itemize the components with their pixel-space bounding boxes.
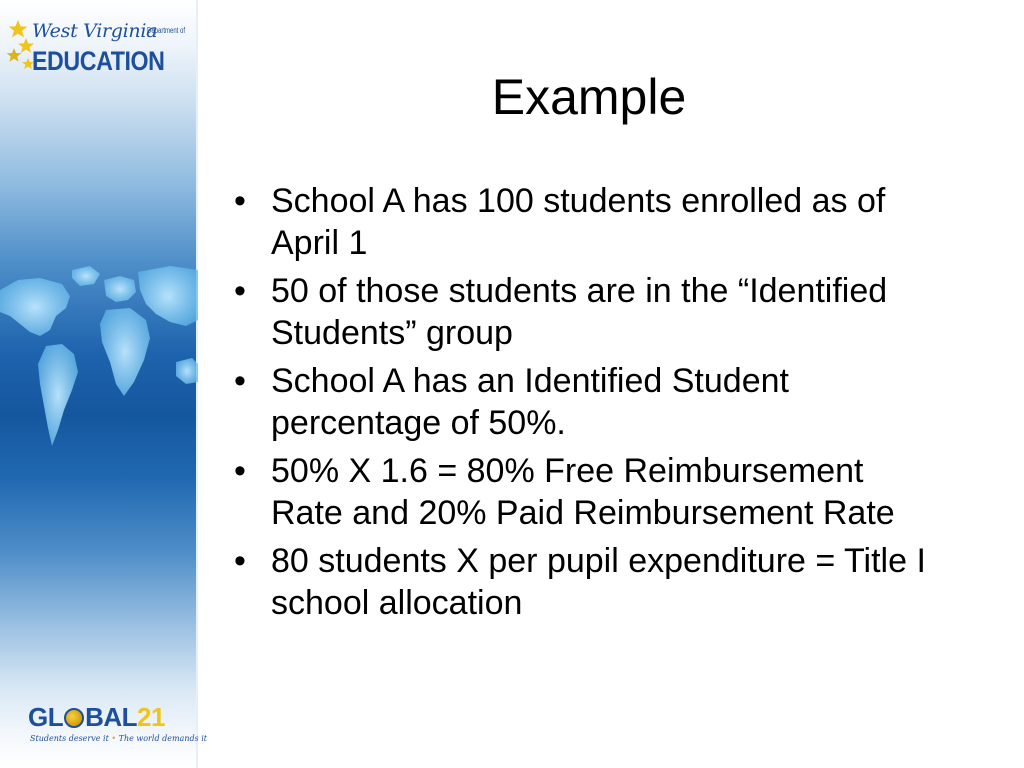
global21-tagline (30, 734, 207, 743)
bullet-item (230, 270, 931, 354)
bullet-dot: • (234, 182, 246, 220)
wv-logo-script-text: West Virginia (32, 20, 158, 42)
bullet-text: School A has an Identified Student percentage of 50%. (271, 362, 789, 442)
tagline-separator: • (111, 734, 117, 743)
bullet-text: School A has 100 students enrolled as of April 1 (271, 182, 886, 262)
global21-wordmark (28, 702, 165, 733)
global21-word-right: BAL (85, 702, 138, 732)
bullet-list (230, 180, 950, 630)
bullet-text: 50 of those students are in the “Identified Students” group (271, 272, 888, 352)
world-map-graphic (0, 250, 198, 480)
bullet-text: 50% X 1.6 = 80% Free Reimbursement Rate and 20% Paid Reimbursement Rate (271, 452, 895, 532)
global21-word-left: GL (28, 702, 64, 732)
bullet-dot: • (234, 542, 246, 580)
wv-logo-dept-text: Department of (147, 26, 186, 35)
bullet-item (230, 360, 931, 444)
global21-number: 21 (137, 702, 165, 732)
global21-tagline-right: The world demands it (118, 734, 208, 743)
bullet-dot: • (234, 362, 246, 400)
wv-department-of-education-logo (4, 14, 188, 80)
global21-logo (28, 702, 208, 752)
bullet-dot: • (234, 452, 246, 490)
bullet-text: 80 students X per pupil expenditure = Title I school allocation (271, 542, 926, 622)
bullet-item (230, 180, 931, 264)
bullet-item (230, 540, 931, 624)
global21-tagline-left: Students deserve it (30, 734, 109, 743)
bullet-item (230, 450, 931, 534)
globe-icon (64, 708, 84, 728)
bullet-dot: • (234, 272, 246, 310)
slide-title: Example (491, 69, 687, 125)
wv-logo-education-text: EDUCATION (32, 46, 165, 76)
